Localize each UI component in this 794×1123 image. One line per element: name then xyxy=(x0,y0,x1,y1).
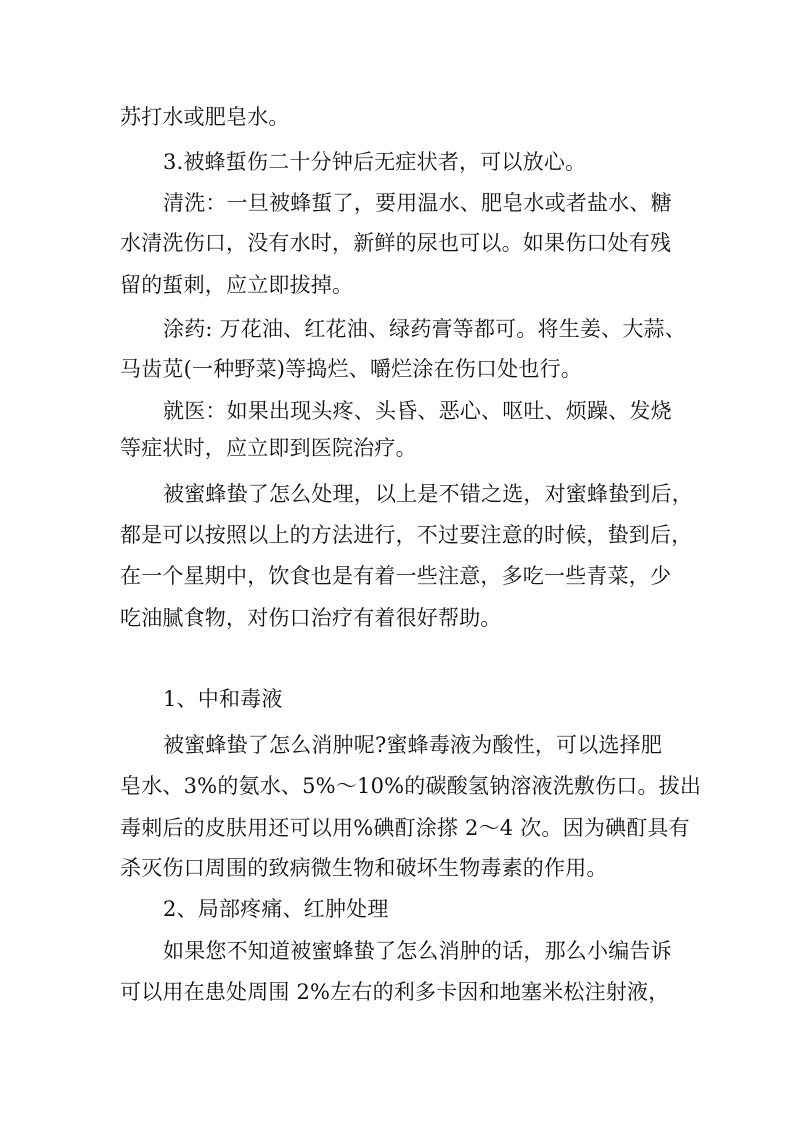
paragraph-line: 就医：如果出现头疼、头昏、恶心、呕吐、烦躁、发烧 xyxy=(163,399,672,423)
paragraph-line: 清洗：一旦被蜂蜇了，要用温水、肥皂水或者盐水、糖 xyxy=(163,191,672,215)
paragraph-line: 被蜜蜂蛰了怎么消肿呢?蜜蜂毒液为酸性，可以选择肥 xyxy=(163,733,663,757)
paragraph-line: 水清洗伤口，没有水时，新鲜的尿也可以。如果伤口处有残 xyxy=(120,231,672,255)
paragraph-line: 皂水、3%的氨水、5%～10%的碳酸氢钠溶液洗敷伤口。拔出 xyxy=(120,774,702,798)
paragraph-line: 留的蜇刺，应立即拔掉。 xyxy=(120,273,354,297)
paragraph-line: 3.被蜂蜇伤二十分钟后无症状者，可以放心。 xyxy=(163,150,587,174)
section-heading: 2、局部疼痛、红肿处理 xyxy=(163,897,389,921)
paragraph-line: 毒刺后的皮肤用还可以用%碘酊涂搽 2～4 次。因为碘酊具有 xyxy=(120,816,690,840)
paragraph-line: 被蜜蜂蛰了怎么处理，以上是不错之选，对蜜蜂蛰到后， xyxy=(163,482,693,506)
paragraph-line: 马齿苋(一种野菜)等捣烂、嚼烂涂在伤口处也行。 xyxy=(120,357,582,381)
paragraph-line: 在一个星期中，饮食也是有着一些注意，多吃一些青菜，少 xyxy=(120,564,672,588)
paragraph-line: 涂药: 万花油、红花油、绿药膏等都可。将生姜、大蒜、 xyxy=(163,317,686,341)
paragraph-line: 等症状时，应立即到医院治疗。 xyxy=(120,436,417,460)
paragraph-line: 吃油腻食物，对伤口治疗有着很好帮助。 xyxy=(120,606,502,630)
paragraph-line: 杀灭伤口周围的致病微生物和破坏生物毒素的作用。 xyxy=(120,856,608,880)
paragraph-line: 都是可以按照以上的方法进行，不过要注意的时候，蛰到后， xyxy=(120,523,693,547)
paragraph-line: 可以用在患处周围 2%左右的利多卡因和地塞米松注射液， xyxy=(120,980,670,1004)
section-heading: 1、中和毒液 xyxy=(163,687,283,711)
paragraph-line: 苏打水或肥皂水。 xyxy=(120,105,290,129)
paragraph-line: 如果您不知道被蜜蜂蛰了怎么消肿的话，那么小编告诉 xyxy=(163,939,672,963)
